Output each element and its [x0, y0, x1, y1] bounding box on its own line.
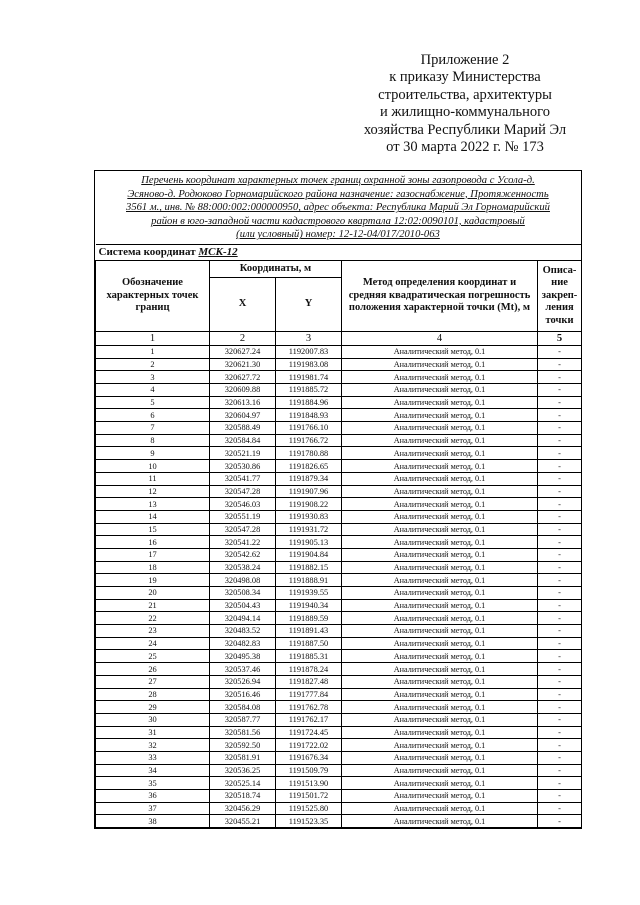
point-number: 28	[96, 688, 210, 701]
table-row	[96, 751, 582, 764]
desc-value: -	[538, 498, 582, 511]
table-row	[96, 726, 582, 739]
point-number: 10	[96, 460, 210, 473]
y-value: 1191885.31	[276, 650, 342, 663]
point-number: 26	[96, 663, 210, 676]
table-row	[96, 460, 582, 473]
column-number: 4	[342, 331, 538, 345]
point-number: 9	[96, 447, 210, 460]
x-value: 320456.29	[210, 802, 276, 815]
desc-value: -	[538, 663, 582, 676]
header-x: X	[210, 277, 276, 331]
x-value: 320536.25	[210, 764, 276, 777]
desc-value: -	[538, 371, 582, 384]
column-number: 2	[210, 331, 276, 345]
point-number: 2	[96, 358, 210, 371]
y-value: 1191889.59	[276, 612, 342, 625]
x-value: 320542.62	[210, 548, 276, 561]
x-value: 320530.86	[210, 460, 276, 473]
x-value: 320588.49	[210, 422, 276, 435]
desc-value: -	[538, 523, 582, 536]
point-number: 22	[96, 612, 210, 625]
point-number: 8	[96, 434, 210, 447]
header-desc: Описа-ние закреп-ления точки	[538, 260, 582, 331]
x-value: 320495.38	[210, 650, 276, 663]
appendix-heading	[340, 52, 590, 156]
method-value: Аналитический метод, 0.1	[342, 650, 538, 663]
x-value: 320546.03	[210, 498, 276, 511]
y-value: 1191766.10	[276, 422, 342, 435]
y-value: 1191882.15	[276, 561, 342, 574]
method-value: Аналитический метод, 0.1	[342, 384, 538, 397]
y-value: 1191930.83	[276, 510, 342, 523]
desc-value: -	[538, 587, 582, 600]
column-number: 3	[276, 331, 342, 345]
table-row	[96, 815, 582, 828]
x-value: 320584.08	[210, 701, 276, 714]
y-value: 1191780.88	[276, 447, 342, 460]
method-value: Аналитический метод, 0.1	[342, 574, 538, 587]
point-number: 32	[96, 739, 210, 752]
y-value: 1191939.55	[276, 587, 342, 600]
point-number: 21	[96, 599, 210, 612]
x-value: 320592.50	[210, 739, 276, 752]
x-value: 320518.74	[210, 790, 276, 803]
point-number: 3	[96, 371, 210, 384]
x-value: 320455.21	[210, 815, 276, 828]
table-row	[96, 777, 582, 790]
method-value: Аналитический метод, 0.1	[342, 358, 538, 371]
method-value: Аналитический метод, 0.1	[342, 345, 538, 358]
table-row	[96, 422, 582, 435]
method-value: Аналитический метод, 0.1	[342, 675, 538, 688]
y-value: 1191904.84	[276, 548, 342, 561]
y-value: 1191887.50	[276, 637, 342, 650]
desc-value: -	[538, 612, 582, 625]
table-row	[96, 739, 582, 752]
y-value: 1191676.34	[276, 751, 342, 764]
header-row	[96, 260, 582, 277]
y-value: 1191908.22	[276, 498, 342, 511]
method-value: Аналитический метод, 0.1	[342, 726, 538, 739]
desc-value: -	[538, 384, 582, 397]
x-value: 320587.77	[210, 713, 276, 726]
method-value: Аналитический метод, 0.1	[342, 434, 538, 447]
method-value: Аналитический метод, 0.1	[342, 523, 538, 536]
method-value: Аналитический метод, 0.1	[342, 396, 538, 409]
coordinate-system-label: Система координат	[98, 246, 196, 259]
y-value: 1191885.72	[276, 384, 342, 397]
table-row	[96, 637, 582, 650]
table-row	[96, 371, 582, 384]
method-value: Аналитический метод, 0.1	[342, 739, 538, 752]
point-number: 11	[96, 472, 210, 485]
method-value: Аналитический метод, 0.1	[342, 815, 538, 828]
point-number: 38	[96, 815, 210, 828]
desc-value: -	[538, 434, 582, 447]
desc-value: -	[538, 574, 582, 587]
desc-value: -	[538, 777, 582, 790]
method-value: Аналитический метод, 0.1	[342, 713, 538, 726]
point-number: 7	[96, 422, 210, 435]
method-value: Аналитический метод, 0.1	[342, 422, 538, 435]
table-row	[96, 599, 582, 612]
table-row	[96, 396, 582, 409]
table-row	[96, 625, 582, 638]
x-value: 320621.30	[210, 358, 276, 371]
point-number: 5	[96, 396, 210, 409]
method-value: Аналитический метод, 0.1	[342, 587, 538, 600]
column-number: 5	[538, 331, 582, 345]
point-number: 34	[96, 764, 210, 777]
desc-value: -	[538, 650, 582, 663]
table-row	[96, 498, 582, 511]
x-value: 320483.52	[210, 625, 276, 638]
y-value: 1191848.93	[276, 409, 342, 422]
method-value: Аналитический метод, 0.1	[342, 498, 538, 511]
method-value: Аналитический метод, 0.1	[342, 447, 538, 460]
x-value: 320604.97	[210, 409, 276, 422]
table-row	[96, 536, 582, 549]
x-value: 320498.08	[210, 574, 276, 587]
coordinates-table	[95, 244, 582, 828]
point-number: 17	[96, 548, 210, 561]
table-row	[96, 713, 582, 726]
table-row	[96, 485, 582, 498]
point-number: 20	[96, 587, 210, 600]
table-row	[96, 587, 582, 600]
y-value: 1191981.74	[276, 371, 342, 384]
x-value: 320627.24	[210, 345, 276, 358]
point-number: 31	[96, 726, 210, 739]
desc-value: -	[538, 701, 582, 714]
table-row	[96, 345, 582, 358]
x-value: 320482.83	[210, 637, 276, 650]
y-value: 1191762.78	[276, 701, 342, 714]
y-value: 1191891.43	[276, 625, 342, 638]
desc-value: -	[538, 713, 582, 726]
title-line: (или условный) номер: 12-12-04/017/2010-063	[236, 229, 440, 241]
y-value: 1191905.13	[276, 536, 342, 549]
method-value: Аналитический метод, 0.1	[342, 548, 538, 561]
desc-value: -	[538, 764, 582, 777]
point-number: 14	[96, 510, 210, 523]
header-y: Y	[276, 277, 342, 331]
desc-value: -	[538, 422, 582, 435]
appendix-line: Приложение 2	[420, 52, 510, 68]
point-number: 16	[96, 536, 210, 549]
desc-value: -	[538, 599, 582, 612]
table-row	[96, 612, 582, 625]
desc-value: -	[538, 675, 582, 688]
method-value: Аналитический метод, 0.1	[342, 790, 538, 803]
method-value: Аналитический метод, 0.1	[342, 460, 538, 473]
point-number: 23	[96, 625, 210, 638]
coordinate-system-name: МСК-12	[198, 246, 238, 259]
x-value: 320541.22	[210, 536, 276, 549]
method-value: Аналитический метод, 0.1	[342, 625, 538, 638]
method-value: Аналитический метод, 0.1	[342, 510, 538, 523]
y-value: 1191513.90	[276, 777, 342, 790]
desc-value: -	[538, 739, 582, 752]
table-row	[96, 409, 582, 422]
point-number: 35	[96, 777, 210, 790]
desc-value: -	[538, 510, 582, 523]
x-value: 320584.84	[210, 434, 276, 447]
y-value: 1191940.34	[276, 599, 342, 612]
table-row	[96, 472, 582, 485]
table-row	[96, 447, 582, 460]
desc-value: -	[538, 548, 582, 561]
method-value: Аналитический метод, 0.1	[342, 637, 538, 650]
title-line: район в юго-западной части кадастрового квартала 12:02:0090101, кадастровый	[151, 215, 525, 227]
header-coords: Координаты, м	[210, 260, 342, 277]
appendix-line: к приказу Министерства	[389, 69, 541, 86]
method-value: Аналитический метод, 0.1	[342, 409, 538, 422]
x-value: 320504.43	[210, 599, 276, 612]
y-value: 1191777.84	[276, 688, 342, 701]
table-row	[96, 650, 582, 663]
title-line: 3561 м., инв. № 88:000:002:000000950, адрес объекта: Республика Марий Эл Горномарийский	[126, 202, 550, 214]
method-value: Аналитический метод, 0.1	[342, 688, 538, 701]
desc-value: -	[538, 625, 582, 638]
y-value: 1191724.45	[276, 726, 342, 739]
method-value: Аналитический метод, 0.1	[342, 485, 538, 498]
table-body	[96, 345, 582, 827]
desc-value: -	[538, 536, 582, 549]
method-value: Аналитический метод, 0.1	[342, 561, 538, 574]
point-number: 30	[96, 713, 210, 726]
table-row	[96, 574, 582, 587]
desc-value: -	[538, 802, 582, 815]
title-line: Эсяново-д. Родюково Горномарийского района назначение: газоснабжение, Протяженность	[127, 188, 549, 200]
table-row	[96, 358, 582, 371]
x-value: 320581.56	[210, 726, 276, 739]
desc-value: -	[538, 751, 582, 764]
table-row	[96, 688, 582, 701]
point-number: 24	[96, 637, 210, 650]
desc-value: -	[538, 460, 582, 473]
y-value: 1191766.72	[276, 434, 342, 447]
y-value: 1191722.02	[276, 739, 342, 752]
point-number: 33	[96, 751, 210, 764]
desc-value: -	[538, 396, 582, 409]
x-value: 320537.46	[210, 663, 276, 676]
desc-value: -	[538, 637, 582, 650]
y-value: 1191826.65	[276, 460, 342, 473]
desc-value: -	[538, 815, 582, 828]
x-value: 320627.72	[210, 371, 276, 384]
table-row	[96, 663, 582, 676]
method-value: Аналитический метод, 0.1	[342, 663, 538, 676]
point-number: 13	[96, 498, 210, 511]
point-number: 6	[96, 409, 210, 422]
desc-value: -	[538, 561, 582, 574]
point-number: 18	[96, 561, 210, 574]
appendix-line: от 30 марта 2022 г. № 173	[386, 139, 544, 156]
method-value: Аналитический метод, 0.1	[342, 751, 538, 764]
point-number: 19	[96, 574, 210, 587]
x-value: 320494.14	[210, 612, 276, 625]
x-value: 320609.88	[210, 384, 276, 397]
header-method: Метод определения координат и средняя квадратическая погрешность положения характерной точки (Mt), м	[342, 260, 538, 331]
header-point: Обозначение характерных точек границ	[96, 260, 210, 331]
y-value: 1191523.35	[276, 815, 342, 828]
appendix-line: и жилищно-коммунального	[379, 104, 551, 121]
y-value: 1191762.17	[276, 713, 342, 726]
method-value: Аналитический метод, 0.1	[342, 472, 538, 485]
document-title	[95, 171, 581, 244]
x-value: 320538.24	[210, 561, 276, 574]
y-value: 1191509.79	[276, 764, 342, 777]
method-value: Аналитический метод, 0.1	[342, 536, 538, 549]
y-value: 1191884.96	[276, 396, 342, 409]
table-row	[96, 790, 582, 803]
y-value: 1191983.08	[276, 358, 342, 371]
table-row	[96, 523, 582, 536]
method-value: Аналитический метод, 0.1	[342, 777, 538, 790]
y-value: 1191525.80	[276, 802, 342, 815]
point-number: 15	[96, 523, 210, 536]
table-row	[96, 548, 582, 561]
y-value: 1191501.72	[276, 790, 342, 803]
x-value: 320547.28	[210, 485, 276, 498]
column-number: 1	[96, 331, 210, 345]
x-value: 320508.34	[210, 587, 276, 600]
y-value: 1191878.24	[276, 663, 342, 676]
x-value: 320516.46	[210, 688, 276, 701]
appendix-line: хозяйства Республики Марий Эл	[363, 121, 567, 138]
point-number: 37	[96, 802, 210, 815]
point-number: 12	[96, 485, 210, 498]
y-value: 1191931.72	[276, 523, 342, 536]
title-line: Перечень координат характерных точек границ охранной зоны газопровода с Усола-д.	[141, 175, 535, 186]
x-value: 320521.19	[210, 447, 276, 460]
table-row	[96, 701, 582, 714]
desc-value: -	[538, 790, 582, 803]
y-value: 1192007.83	[276, 345, 342, 358]
table-row	[96, 384, 582, 397]
method-value: Аналитический метод, 0.1	[342, 701, 538, 714]
point-number: 27	[96, 675, 210, 688]
desc-value: -	[538, 447, 582, 460]
desc-value: -	[538, 358, 582, 371]
x-value: 320613.16	[210, 396, 276, 409]
x-value: 320581.91	[210, 751, 276, 764]
point-number: 25	[96, 650, 210, 663]
y-value: 1191827.48	[276, 675, 342, 688]
column-number-row	[96, 331, 582, 345]
method-value: Аналитический метод, 0.1	[342, 764, 538, 777]
y-value: 1191907.96	[276, 485, 342, 498]
table-row	[96, 434, 582, 447]
desc-value: -	[538, 485, 582, 498]
method-value: Аналитический метод, 0.1	[342, 599, 538, 612]
table-row	[96, 675, 582, 688]
desc-value: -	[538, 409, 582, 422]
point-number: 29	[96, 701, 210, 714]
desc-value: -	[538, 472, 582, 485]
table-row	[96, 802, 582, 815]
desc-value: -	[538, 726, 582, 739]
x-value: 320547.28	[210, 523, 276, 536]
method-value: Аналитический метод, 0.1	[342, 612, 538, 625]
desc-value: -	[538, 688, 582, 701]
x-value: 320526.94	[210, 675, 276, 688]
y-value: 1191879.34	[276, 472, 342, 485]
x-value: 320541.77	[210, 472, 276, 485]
table-row	[96, 764, 582, 777]
appendix-line: строительства, архитектуры	[378, 86, 552, 103]
method-value: Аналитический метод, 0.1	[342, 802, 538, 815]
point-number: 36	[96, 790, 210, 803]
table-row	[96, 561, 582, 574]
coordinates-document	[94, 170, 582, 829]
table-row	[96, 510, 582, 523]
y-value: 1191888.91	[276, 574, 342, 587]
desc-value: -	[538, 345, 582, 358]
x-value: 320551.19	[210, 510, 276, 523]
point-number: 4	[96, 384, 210, 397]
method-value: Аналитический метод, 0.1	[342, 371, 538, 384]
coordinate-system-row	[96, 244, 582, 260]
point-number: 1	[96, 345, 210, 358]
x-value: 320525.14	[210, 777, 276, 790]
